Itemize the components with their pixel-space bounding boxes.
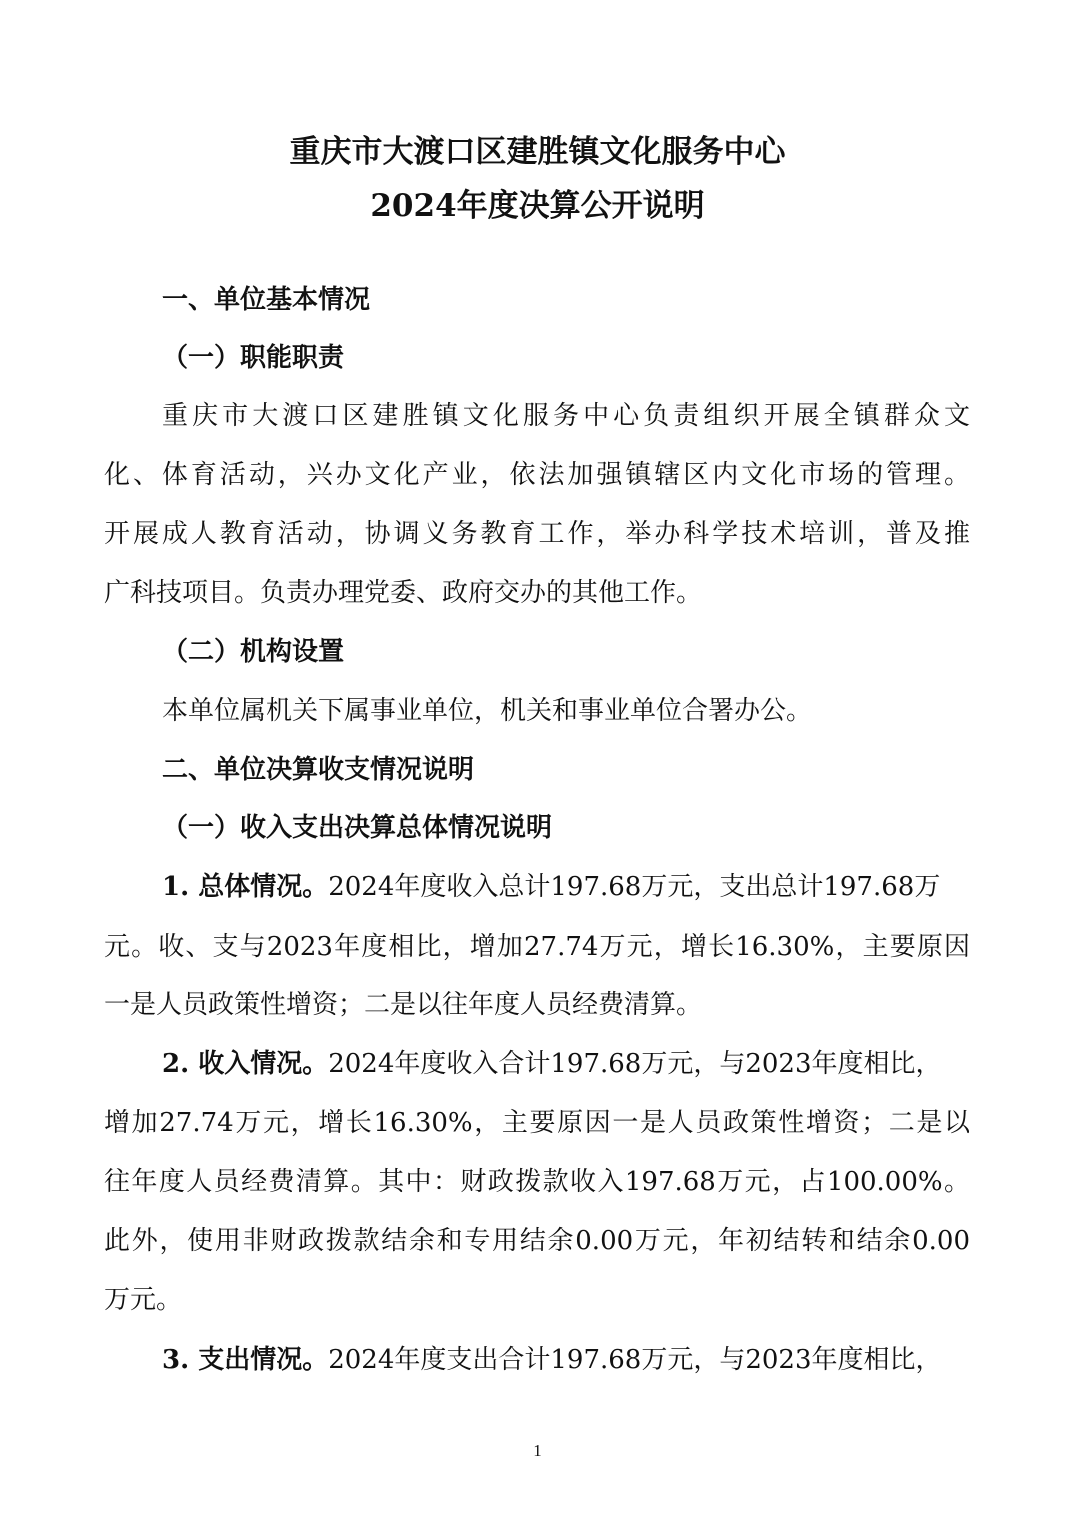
expense-line-1 (162, 1342, 970, 1378)
income-line-4: 此外，使用非财政拨款结余和专用结余0.00万元，年初结转和结余0.00 (104, 1226, 970, 1256)
income-line-5: 万元。 (104, 1285, 183, 1315)
overall-line-2: 元。收、支与2023年度相比，增加27.74万元，增长16.30%，主要原因 (104, 932, 970, 962)
overall-line-3: 一是人员政策性增资；二是以往年度人员经费清算。 (104, 990, 703, 1020)
page-number: 1 (533, 1441, 542, 1460)
income-line-1-text: 2024年度收入合计197.68万元，与2023年度相比， (328, 1049, 942, 1079)
document-title-line2: 2024年度决算公开说明 (370, 188, 705, 224)
income-line-3: 往年度人员经费清算。其中：财政拨款收入197.68万元，占100.00%。 (104, 1167, 970, 1197)
duties-line-2: 化、体育活动，兴办文化产业，依法加强镇辖区内文化市场的管理。 (104, 460, 970, 490)
expense-lead: 3. 支出情况。 (162, 1345, 329, 1375)
income-lead: 2. 收入情况。 (162, 1049, 329, 1079)
income-line-1 (162, 1046, 970, 1082)
expense-line-1-text: 2024年度支出合计197.68万元，与2023年度相比， (328, 1345, 942, 1375)
section1-sub1-heading: （一）职能职责 (162, 343, 345, 373)
income-line-2: 增加27.74万元，增长16.30%，主要原因一是人员政策性增资；二是以 (104, 1108, 970, 1138)
duties-line-3: 开展成人教育活动，协调义务教育工作，举办科学技术培训，普及推 (104, 519, 970, 549)
section2-sub1-heading: （一）收入支出决算总体情况说明 (162, 813, 553, 843)
duties-line-1: 重庆市大渡口区建胜镇文化服务中心负责组织开展全镇群众文 (162, 401, 970, 431)
overall-line-1 (162, 869, 970, 905)
section2-heading: 二、单位决算收支情况说明 (162, 755, 475, 785)
overall-lead: 1. 总体情况。 (162, 872, 329, 902)
section1-heading: 一、单位基本情况 (162, 285, 371, 315)
document-title-line1: 重庆市大渡口区建胜镇文化服务中心 (289, 134, 786, 170)
section1-sub2-heading: （二）机构设置 (162, 637, 345, 667)
duties-line-4: 广科技项目。负责办理党委、政府交办的其他工作。 (104, 578, 703, 608)
org-setup-line: 本单位属机关下属事业单位，机关和事业单位合署办公。 (162, 696, 813, 726)
overall-line-1-text: 2024年度收入总计197.68万元，支出总计197.68万 (328, 872, 941, 902)
